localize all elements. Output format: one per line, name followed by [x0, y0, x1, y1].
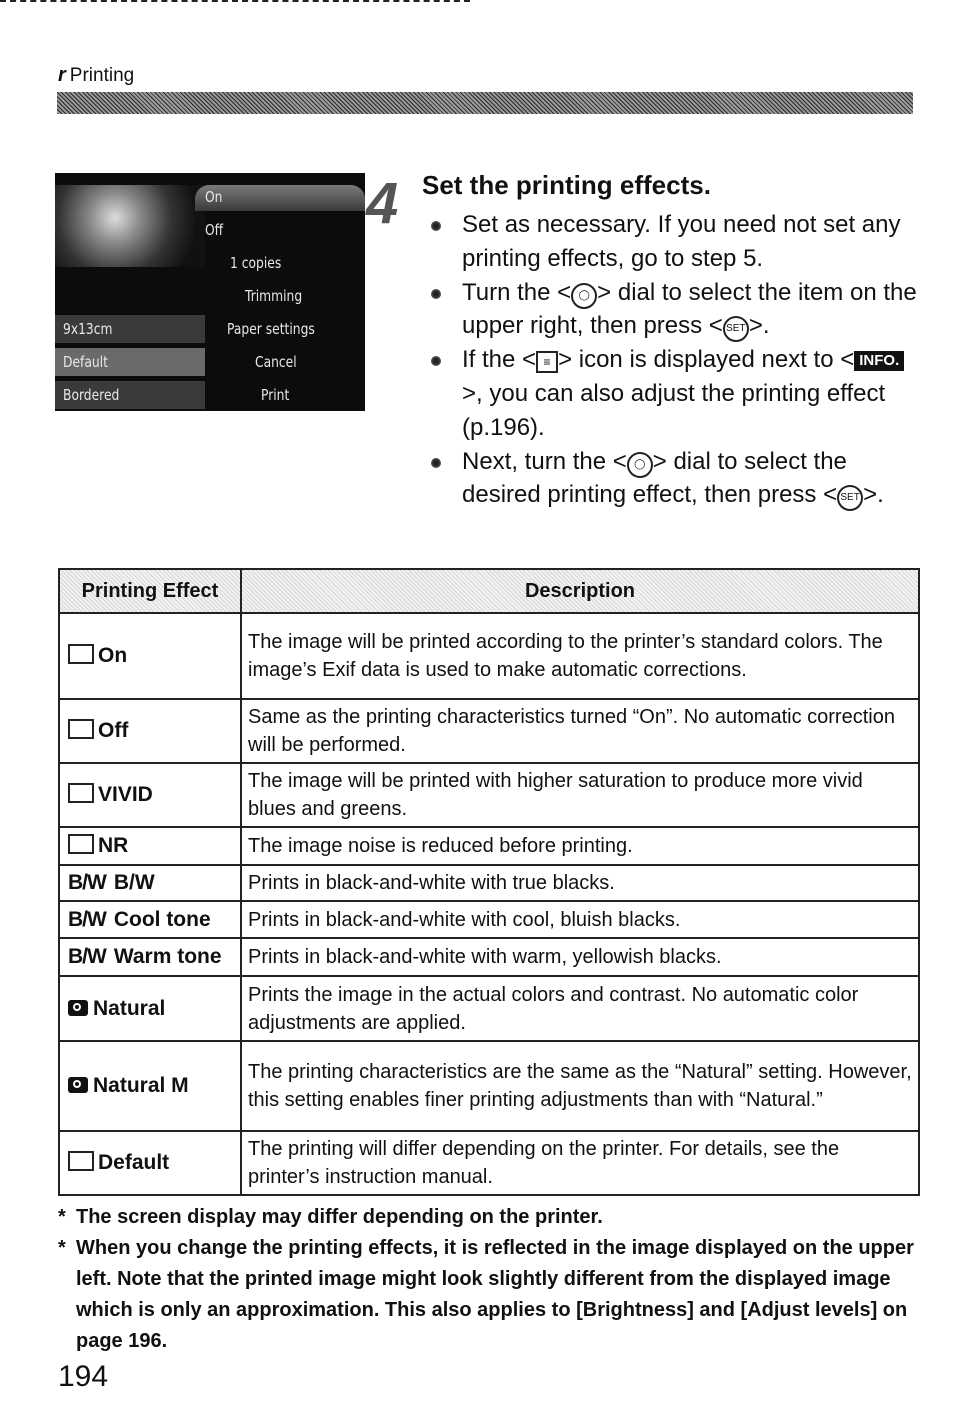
description-cell: The image will be printed with higher saturation to produce more vivid blues and greens.: [241, 763, 919, 827]
lcd-menu-item: Paper settings: [227, 320, 315, 338]
effect-cell: [59, 976, 241, 1041]
camera-icon: [68, 1077, 88, 1093]
camera-icon: [68, 1000, 88, 1016]
instruction-text: If the <: [462, 346, 537, 374]
lcd-menu-item: Off: [205, 221, 224, 239]
column-header-description: Description: [241, 569, 919, 613]
lcd-paper-type: Default: [63, 353, 108, 371]
description-cell: Prints in black-and-white with warm, yellowish blacks.: [241, 938, 919, 976]
preview-thumbnail: [55, 185, 205, 267]
printing-effect-icon: [68, 834, 94, 854]
lcd-menu-item: Trimming: [245, 287, 303, 305]
description-cell: Prints in black-and-white with true blacks.: [241, 865, 919, 901]
printing-effect-icon: [68, 783, 94, 803]
effect-label: Natural M: [93, 1074, 189, 1097]
lcd-menu-item: 1 copies: [230, 254, 282, 272]
lcd-paper-size: 9x13cm: [63, 320, 113, 338]
instruction-bullet: [428, 276, 918, 344]
printing-effect-icon: [68, 644, 94, 664]
description-cell: Prints the image in the actual colors and contrast. No automatic color adjustments are applied.: [241, 976, 919, 1041]
description-cell: The image will be printed according to the printer’s standard colors. The image’s Exif data is used to make automatic corrections.: [241, 613, 919, 699]
effect-label: NR: [98, 834, 129, 857]
monochrome-icon: B/W: [68, 871, 106, 894]
monochrome-icon: B/W: [68, 907, 106, 931]
adjust-menu-icon: ≡: [536, 351, 558, 373]
section-header: [58, 64, 134, 87]
main-dial-icon: ◯: [571, 283, 597, 309]
table-row: [59, 1041, 919, 1131]
print-icon: r: [58, 64, 66, 86]
effect-label: On: [98, 644, 128, 667]
main-dial-icon: ◯: [627, 452, 653, 478]
effect-label: Cool tone: [113, 907, 211, 931]
step-number: 4: [366, 171, 399, 236]
info-button-badge: INFO.: [854, 351, 904, 371]
description-cell: The printing characteristics are the same as the “Natural” setting. However, this setting enables finer printing adjustments than with “Natural.”: [241, 1041, 919, 1131]
table-header-row: [59, 569, 919, 613]
lcd-menu-item: Cancel: [255, 353, 297, 371]
effect-cell: [59, 827, 241, 865]
description-cell: Same as the printing characteristics turned “On”. No automatic correction will be performed.: [241, 699, 919, 763]
printing-effects-table: [58, 568, 920, 1196]
table-row: [59, 901, 919, 938]
effect-label: B/W: [113, 871, 155, 894]
step-instructions: [428, 208, 918, 512]
instruction-bullet: [428, 445, 918, 513]
lcd-menu-item: Print: [261, 386, 290, 404]
table-row: [59, 827, 919, 865]
effect-cell: [59, 613, 241, 699]
description-cell: The printing will differ depending on the printer. For details, see the printer’s instruction manual.: [241, 1131, 919, 1195]
instruction-bullet: [428, 208, 918, 276]
effect-label: Off: [98, 719, 129, 742]
instruction-text: Set as necessary. If you need not set any printing effects, go to step 5.: [462, 211, 901, 272]
instruction-text: >.: [863, 481, 884, 509]
effect-cell: [59, 901, 241, 938]
footnote: * The screen display may differ depending on the printer.: [58, 1202, 920, 1233]
top-rule: [0, 0, 470, 6]
effect-cell: [59, 938, 241, 976]
table-row: [59, 938, 919, 976]
table-row: [59, 865, 919, 901]
footnotes: [58, 1202, 920, 1357]
section-label: Printing: [69, 64, 135, 86]
description-cell: The image noise is reduced before printing.: [241, 827, 919, 865]
instruction-text: > dial to select the item on the upper right, then press <: [462, 278, 917, 340]
effect-label: Warm tone: [113, 945, 222, 968]
effect-label: Default: [98, 1151, 170, 1174]
description-cell: Prints in black-and-white with cool, bluish blacks.: [241, 901, 919, 938]
instruction-text: > icon is displayed next to <: [558, 346, 855, 374]
effect-cell: [59, 1041, 241, 1131]
effect-cell: [59, 763, 241, 827]
table-row: [59, 613, 919, 699]
instruction-text: > dial to select the desired printing effect, then press <: [462, 447, 847, 509]
effect-cell: [59, 865, 241, 901]
page-number: 194: [58, 1360, 109, 1393]
printing-effect-icon: [68, 719, 94, 739]
set-button-icon: SET: [723, 316, 749, 342]
lcd-menu-item: On: [205, 188, 223, 206]
instruction-text: Turn the <: [462, 278, 572, 306]
set-button-icon: SET: [837, 485, 863, 511]
effect-cell: [59, 1131, 241, 1195]
instruction-text: >.: [748, 312, 770, 340]
footnote: * When you change the printing effects, it is reflected in the image displayed on the upper left. Note that the printed image might look slightly different from the displayed image which is only an approximation. This also applies to [Brightness] and [Adjust levels] on page 196.: [58, 1233, 920, 1357]
instruction-text: >, you can also adjust the printing effect (p.196).: [462, 379, 886, 441]
monochrome-icon: B/W: [68, 945, 106, 968]
instruction-text: Next, turn the <: [462, 447, 627, 475]
effect-label: Natural: [93, 996, 166, 1020]
lcd-layout: Bordered: [63, 386, 120, 404]
effect-cell: [59, 699, 241, 763]
table-row: [59, 699, 919, 763]
table-row: [59, 1131, 919, 1195]
instruction-bullet: [428, 343, 918, 444]
effect-label: VIVID: [98, 783, 153, 806]
table-row: [59, 763, 919, 827]
step-title: Set the printing effects.: [422, 170, 711, 200]
header-pattern-bar: [57, 92, 913, 114]
table-row: [59, 976, 919, 1041]
lcd-screen-illustration: [55, 173, 365, 411]
printing-effect-icon: [68, 1151, 94, 1171]
column-header-effect: Printing Effect: [59, 569, 241, 613]
